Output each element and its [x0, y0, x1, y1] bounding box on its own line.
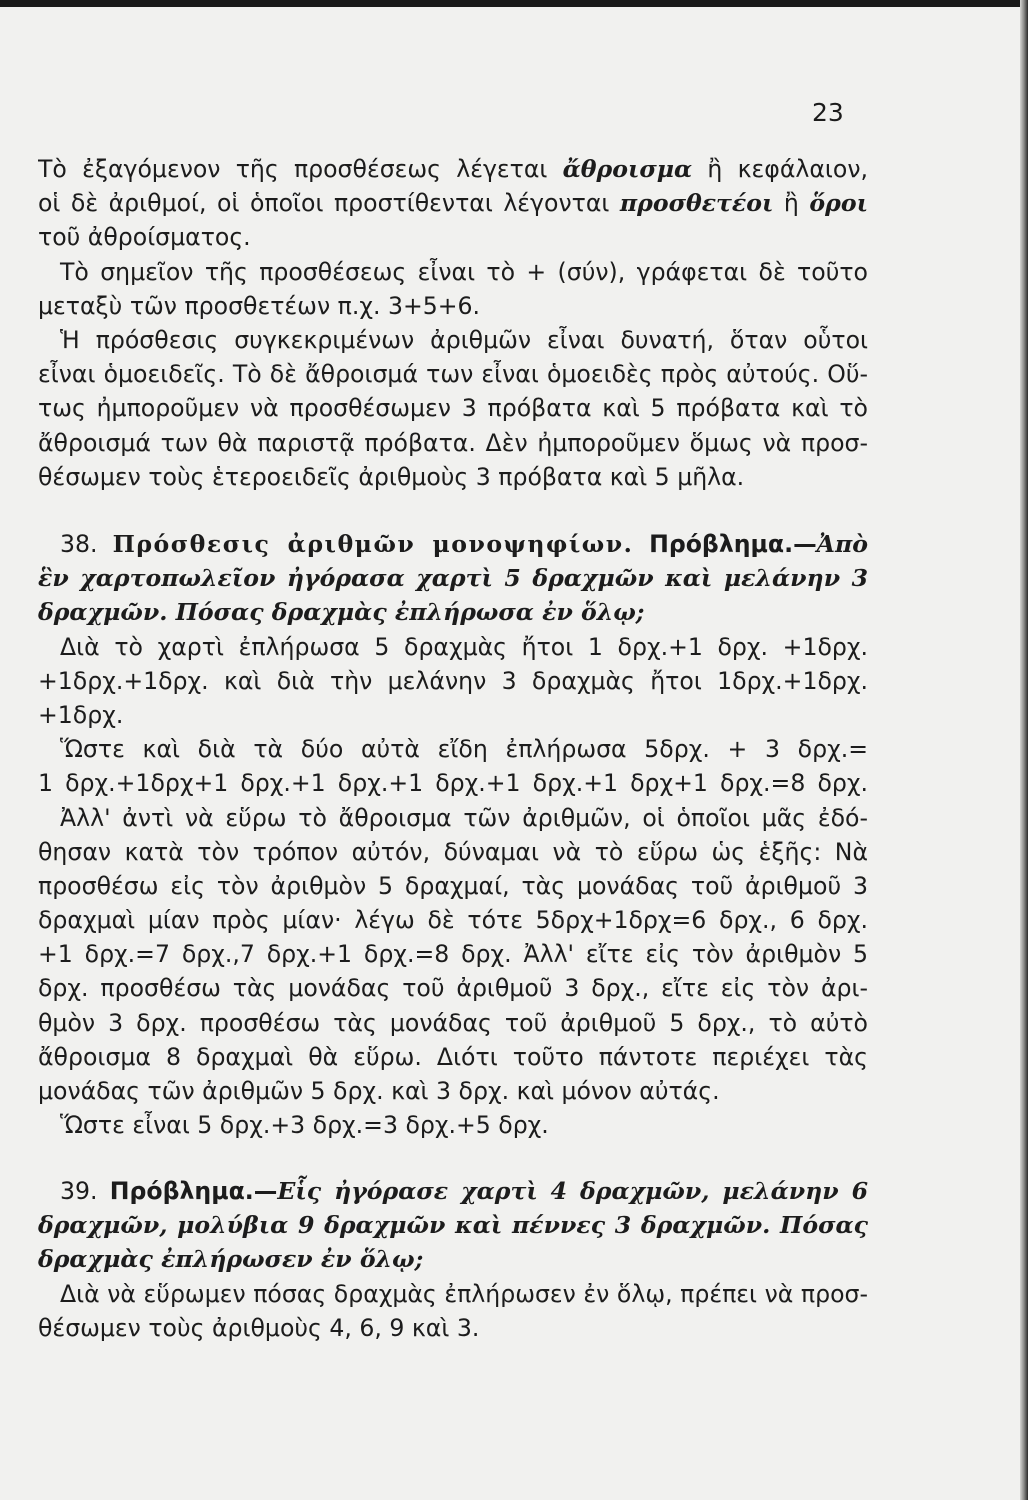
text-line: μεταξὺ τῶν προσθετέων π.χ. 3+5+6. [38, 291, 481, 320]
text-line: θέσωμεν τοὺς ἑτεροειδεῖς ἀριθμοὺς 3 πρόβατα καὶ 5 μῆλα. [38, 462, 745, 491]
text-line: +1δρχ.+1δρχ. καὶ διὰ τὴν μελάνην 3 δραχμὰς ἤτοι 1δρχ.+1δρχ. [38, 666, 868, 695]
text-line: ἄθροισμά των θὰ παριστᾷ πρόβατα. Δὲν ἠμποροῦμεν ὅμως νὰ προσ- [38, 428, 868, 457]
text-line: θησαν κατὰ τὸν τρόπον αὐτόν, δύναμαι νὰ τὸ εὕρω ὡς ἑξῆς: Νὰ [38, 837, 868, 866]
text-line: οἱ δὲ ἀριθμοί, οἱ ὁποῖοι προστίθενται λέγονται προσθετέοι ἢ ὅροι [38, 189, 868, 218]
text-line: Ἀλλ' ἀντὶ νὰ εὕρω τὸ ἄθροισμα τῶν ἀριθμῶν, οἱ ὁποῖοι μᾶς ἐδό- [60, 803, 868, 832]
term-oroi: ὅροι [809, 189, 868, 218]
text-line: προσθέσω εἰς τὸν ἀριθμὸν 5 δραχμαί, τὰς μονάδας τοῦ ἀριθμοῦ 3 [38, 871, 868, 900]
section-38-title: Πρόσθεσις ἀριθμῶν μονοψηφίων. [112, 530, 634, 558]
text-line: θμὸν 3 δρχ. προσθέσω τὰς μονάδας τοῦ ἀριθμοῦ 5 δρχ., τὸ αὐτὸ [38, 1008, 868, 1037]
page-number: 23 [812, 98, 844, 127]
section-38-heading: 38. Πρόσθεσις ἀριθμῶν μονοψηφίων. Πρόβλημα.—Ἀπὸ [60, 530, 868, 558]
section-38 [38, 527, 868, 1142]
text-line: δρχ. προσθέσω τὰς μονάδας τοῦ ἀριθμοῦ 3 δρχ., εἴτε εἰς τὸν ἀρι- [38, 974, 868, 1003]
section-39 [38, 1174, 868, 1345]
text-line: θέσωμεν τοὺς ἀριθμοὺς 4, 6, 9 καὶ 3. [38, 1313, 480, 1342]
text-line: τως ἠμποροῦμεν νὰ προσθέσωμεν 3 πρόβατα καὶ 5 πρόβατα καὶ τὸ [38, 394, 868, 423]
section-39-label: Πρόβλημα.— [109, 1177, 278, 1205]
text-line: Ὥστε εἶναι 5 δρχ.+3 δρχ.=3 δρχ.+5 δρχ. [60, 1111, 549, 1140]
text-line: Τὸ σημεῖον τῆς προσθέσεως εἶναι τὸ + (σύν), γράφεται δὲ τοῦτο [60, 257, 868, 286]
text-line: Τὸ ἐξαγόμενον τῆς προσθέσεως λέγεται ἄθροισμα ἢ κεφάλαιον, [38, 155, 868, 183]
text-line: μονάδας τῶν ἀριθμῶν 5 δρχ. καὶ 3 δρχ. καὶ μόνον αὐτάς. [38, 1077, 720, 1105]
text-line: ἄθροισμα 8 δραχμαὶ θὰ εὕρω. Διότι τοῦτο πάντοτε περιέχει τὰς [38, 1042, 868, 1071]
text-line: 1 δρχ.+1δρχ+1 δρχ.+1 δρχ.+1 δρχ.+1 δρχ.+1 δρχ+1 δρχ.=8 δρχ. [38, 769, 868, 798]
scan-right-edge [1020, 0, 1028, 1500]
intro-paragraphs [38, 152, 868, 494]
text-line: τοῦ ἀθροίσματος. [38, 223, 251, 252]
section-39-heading: 39. Πρόβλημα.—Εἷς ἠγόρασε χαρτὶ 4 δραχμῶν, μελάνην 6 [60, 1177, 868, 1205]
term-prosthetoi: προσθετέοι [619, 189, 774, 218]
text-line: δραχμαὶ μίαν πρὸς μίαν· λέγω δὲ τότε 5δρχ+1δρχ=6 δρχ., 6 δρχ. [38, 906, 868, 935]
text-line: Ἡ πρόσθεσις συγκεκριμένων ἀριθμῶν εἶναι δυνατή, ὅταν οὗτοι [60, 325, 868, 354]
problem-text: δραχμῶν. Πόσας δραχμὰς ἐπλήρωσα ἐν ὅλῳ; [38, 598, 645, 627]
problem-text: δραχμῶν, μολύβια 9 δραχμῶν καὶ πέννες 3 δραχμῶν. Πόσας [38, 1211, 868, 1240]
text-line: Ὥστε καὶ διὰ τὰ δύο αὐτὰ εἴδη ἐπλήρωσα 5δρχ. + 3 δρχ.= [60, 735, 868, 764]
scan-top-border [0, 0, 1028, 7]
text-line: +1δρχ. [38, 700, 124, 729]
problem-text: δραχμὰς ἐπλήρωσεν ἐν ὅλῳ; [38, 1245, 424, 1274]
problem-text: ἓν χαρτοπωλεῖον ἠγόρασα χαρτὶ 5 δραχμῶν καὶ μελάνην 3 [38, 564, 868, 593]
term-athroisma: ἄθροισμα [562, 155, 693, 183]
text-line: +1 δρχ.=7 δρχ.,7 δρχ.+1 δρχ.=8 δρχ. Ἀλλ' εἴτε εἰς τὸν ἀριθμὸν 5 [38, 940, 868, 969]
text-line: Διὰ τὸ χαρτὶ ἐπλήρωσα 5 δραχμὰς ἤτοι 1 δρχ.+1 δρχ. +1δρχ. [60, 632, 868, 661]
text-line: Διὰ νὰ εὕρωμεν πόσας δραχμὰς ἐπλήρωσεν ἐν ὅλῳ, πρέπει νὰ προσ- [60, 1279, 868, 1308]
text-line: εἶναι ὁμοειδεῖς. Τὸ δὲ ἄθροισμά των εἶναι ὁμοειδὲς πρὸς αὐτούς. Οὕ- [38, 360, 868, 389]
